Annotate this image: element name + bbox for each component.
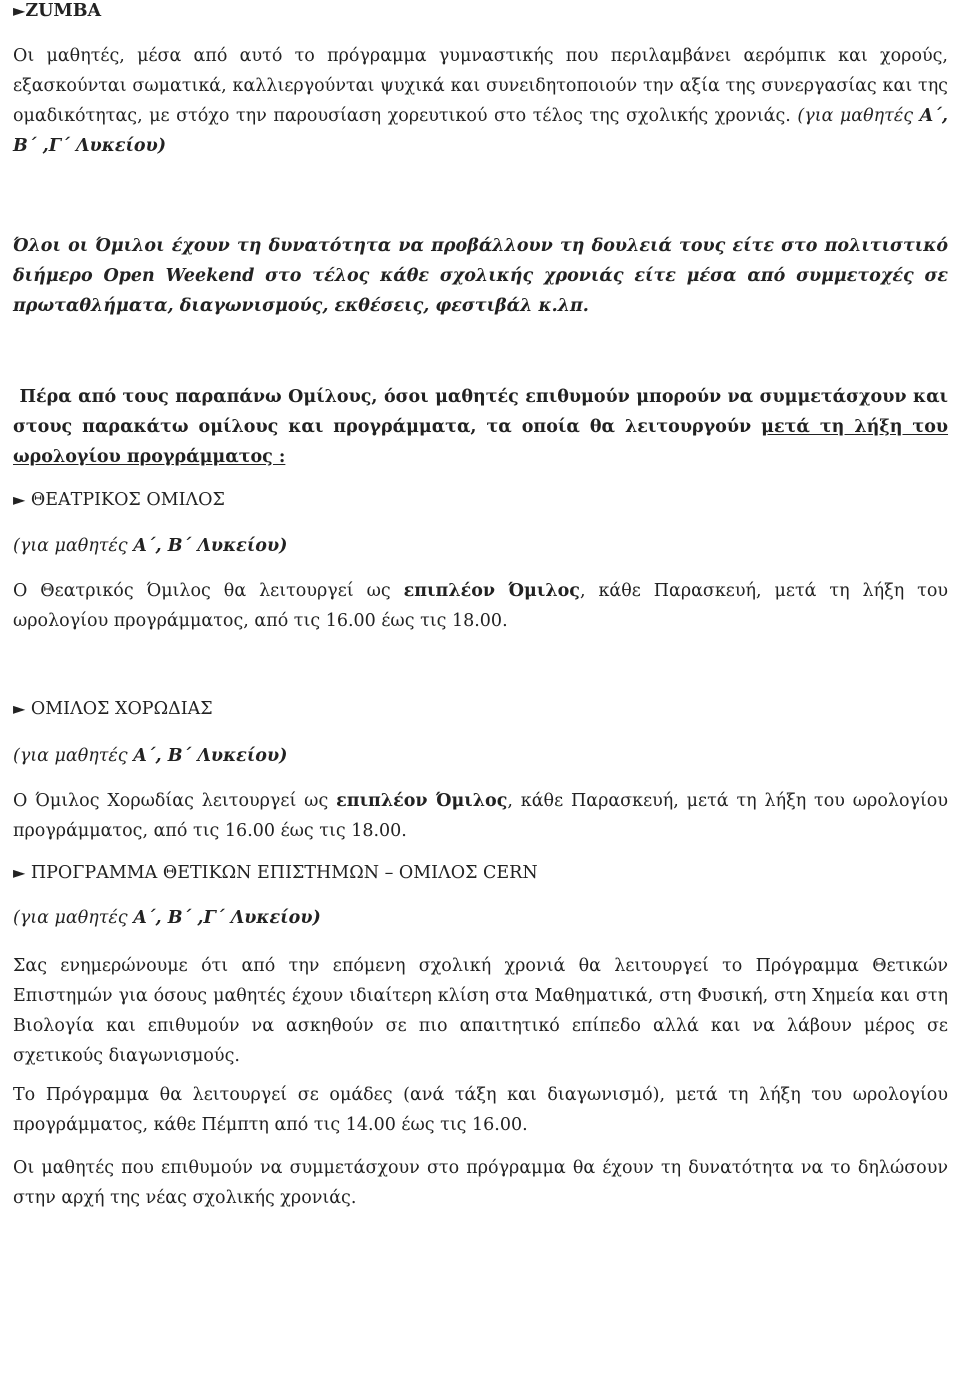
after-hours-note: μετά τη λήξη του ωρολογίου προγράμματος : — [13, 417, 949, 467]
cern-paragraph-3: Οι μαθητές που επιθυμούν να συμμετάσχουν στο πρόγραμμα θα έχουν τη δυνατότητα να το δηλώσουν στην αρχή της νέας σχολικής χρονιάς. — [13, 1158, 948, 1208]
zumba-heading: ►ZUMBA — [13, 1, 102, 21]
theatre-paragraph: Ο Θεατρικός Όμιλος θα λειτουργεί ως επιπλέον Όμιλος, κάθε Παρασκευή, μετά τη λήξη του ωρολογίου προγράμματος, από τις 16.00 έως τις 18.00. — [13, 581, 948, 631]
arrow-right-icon: ► — [13, 863, 26, 882]
zumba-paragraph: Οι μαθητές, μέσα από αυτό το πρόγραμμα γυμναστικής που περιλαμβάνει αερόμπικ και χορούς, εξασκούνται σωματικά, καλλιεργούνται ψυχικά και συνειδητοποιούν την αξία της συνεργασίας και της ομαδικότητας, με στόχο την παρουσίαση χορευτικού στο τέλος της σχολικής χρονιάς. (για μαθητές Α΄, Β΄ ,Γ΄ Λυκείου) — [13, 46, 948, 156]
arrow-right-icon: ► — [13, 699, 26, 718]
intro-paragraph: Όλοι οι Όμιλοι έχουν τη δυνατότητα να προβάλλουν τη δουλειά τους είτε στο πολιτιστικό διήμερο Open Weekend στο τέλος κάθε σχολικής χρονιάς είτε μέσα από συμμετοχές σε πρωταθλήματα, διαγωνισμούς, εκθέσεις, φεστιβάλ κ.λπ. — [13, 236, 948, 316]
extra-clubs-intro: Πέρα από τους παραπάνω Ομίλους, όσοι μαθητές επιθυμούν μπορούν να συμμετάσχουν και στους παρακάτω ομίλους και προγράμματα, τα οποία θα λειτουργούν μετά τη λήξη του ωρολογίου προγράμματος : — [13, 387, 949, 467]
arrow-right-icon: ► — [13, 490, 26, 509]
choir-heading: ► ΟΜΙΛΟΣ ΧΟΡΩΔΙΑΣ — [13, 699, 213, 719]
cern-paragraph-1: Σας ενημερώνουμε ότι από την επόμενη σχολική χρονιά θα λειτουργεί το Πρόγραμμα Θετικών Επιστημών για όσους μαθητές έχουν ιδιαίτερη κλίση στα Μαθηματικά, στη Φυσική, στη Χημεία και στη Βιολογία και επιθυμούν να ασκηθούν σε πιο απαιτητικό επίπεδο αλλά και να λάβουν μέρος σε σχετικούς διαγωνισμούς. — [13, 956, 948, 1066]
cern-audience: (για μαθητές Α΄, Β΄ ,Γ΄ Λυκείου) — [13, 908, 321, 928]
choir-paragraph: Ο Όμιλος Χορωδίας λειτουργεί ως επιπλέον Όμιλος, κάθε Παρασκευή, μετά τη λήξη του ωρολογίου προγράμματος, από τις 16.00 έως τις 18.00. — [13, 791, 948, 841]
arrow-right-icon: ► — [13, 1, 26, 20]
cern-heading: ► ΠΡΟΓΡΑΜΜΑ ΘΕΤΙΚΩΝ ΕΠΙΣΤΗΜΩΝ – ΟΜΙΛΟΣ CERN — [13, 863, 538, 883]
cern-paragraph-2: Το Πρόγραμμα θα λειτουργεί σε ομάδες (ανά τάξη και διαγωνισμό), μετά τη λήξη του ωρολογίου προγράμματος, κάθε Πέμπτη από τις 14.00 έως τις 16.00. — [13, 1085, 948, 1135]
theatre-heading: ► ΘΕΑΤΡΙΚΟΣ ΟΜΙΛΟΣ — [13, 490, 225, 510]
zumba-audience: (για μαθητές Α΄, Β΄ ,Γ΄ Λυκείου) — [13, 106, 948, 156]
theatre-audience: (για μαθητές Α΄, Β΄ Λυκείου) — [13, 536, 288, 556]
choir-audience: (για μαθητές Α΄, Β΄ Λυκείου) — [13, 746, 288, 766]
